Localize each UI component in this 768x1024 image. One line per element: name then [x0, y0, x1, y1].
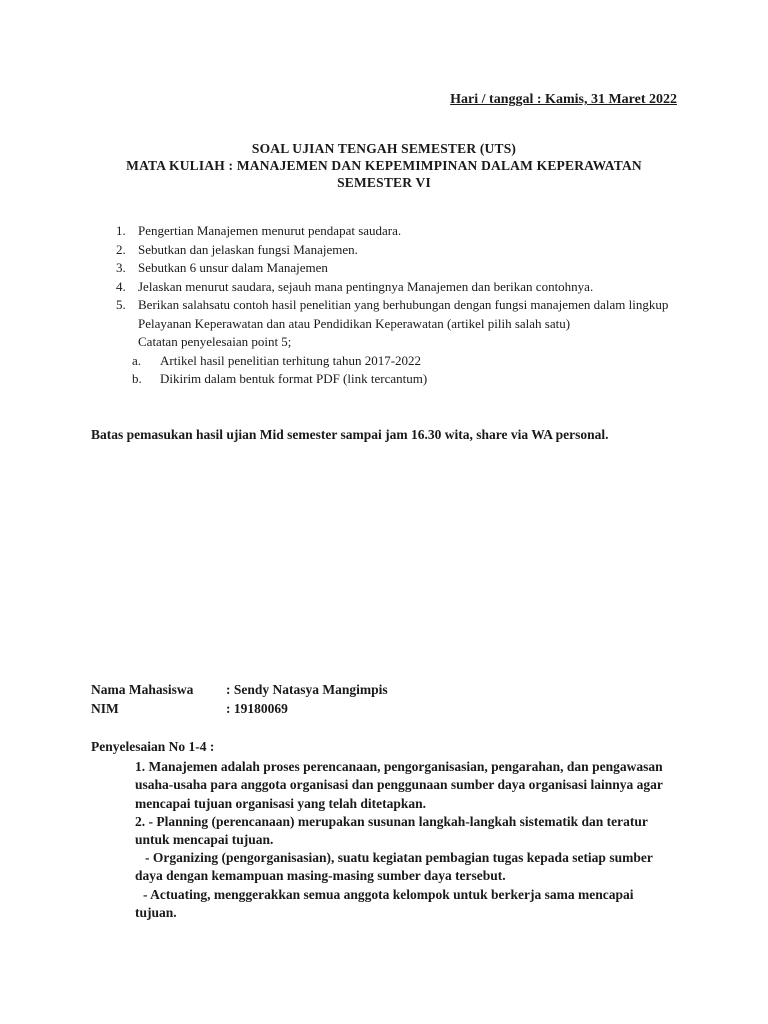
answer-paragraph: 1. Manajemen adalah proses perencanaan, pengorganisasian, pengarahan, dan pengawasan usaha-usaha para anggota organisasi dan penggunaan sumber daya organisasi lainnya agar mencapai tujuan organisasi yang telah ditetapkan.	[135, 759, 663, 811]
sub-text: Artikel hasil penelitian terhitung tahun 2017-2022	[160, 352, 422, 368]
question-number: 4.	[116, 278, 126, 294]
sub-item	[132, 352, 700, 371]
answer-paragraph: 2. - Planning (perencanaan) merupakan susunan langkah-langkah sistematik dan teratur untuk mencapai tujuan.	[135, 813, 648, 848]
question-item	[110, 241, 700, 260]
question-item	[110, 259, 700, 278]
student-info	[91, 680, 388, 718]
student-nim-value: : 19180069	[226, 701, 288, 716]
exam-title-block	[100, 140, 668, 191]
question-text: Sebutkan dan jelaskan fungsi Manajemen.	[138, 241, 358, 257]
semester-title: SEMESTER VI	[337, 175, 431, 190]
question-list	[110, 222, 700, 389]
question-item	[110, 278, 700, 297]
course-title: MATA KULIAH : MANAJEMEN DAN KEPEMIMPINAN DALAM KEPERAWATAN	[126, 158, 642, 173]
student-nim-label: NIM	[91, 701, 119, 716]
question-text: Jelaskan menurut saudara, sejauh mana pentingnya Manajemen dan berikan contohnya.	[138, 278, 594, 294]
student-name-value: : Sendy Natasya Mangimpis	[226, 682, 388, 697]
question-number: 5.	[116, 297, 126, 312]
sub-item	[132, 370, 700, 389]
question-number: 3.	[116, 260, 126, 275]
question-number: 2.	[116, 241, 126, 257]
exam-date: Hari / tanggal : Kamis, 31 Maret 2022	[450, 92, 677, 107]
answer-block	[91, 758, 671, 922]
submission-deadline: Batas pemasukan hasil ujian Mid semester sampai jam 16.30 wita, share via WA personal.	[91, 427, 609, 442]
sub-text: Dikirim dalam bentuk format PDF (link tercantum)	[160, 371, 428, 386]
question-number: 1.	[116, 223, 126, 238]
answer-paragraph: - Actuating, menggerakkan semua anggota kelompok untuk berkerja sama mencapai tujuan.	[135, 886, 634, 920]
answer-paragraph: - Organizing (pengorganisasian), suatu kegiatan pembagian tugas kepada setiap sumber daya dengan kemampuan masing-masing sumber daya tersebut.	[135, 850, 653, 884]
question-text: Pengertian Manajemen menurut pendapat saudara.	[138, 223, 402, 238]
question-item	[110, 296, 700, 333]
sub-list	[132, 352, 700, 389]
student-name-label: Nama Mahasiswa	[91, 682, 194, 697]
student-name-row	[91, 680, 388, 699]
sub-letter: b.	[132, 371, 142, 386]
answers-section	[91, 738, 671, 922]
exam-title: SOAL UJIAN TENGAH SEMESTER (UTS)	[251, 141, 517, 156]
answers-heading: Penyelesaian No 1-4 :	[91, 739, 215, 754]
completion-note: Catatan penyelesaian point 5;	[138, 334, 292, 349]
sub-letter: a.	[132, 352, 142, 368]
question-item	[110, 222, 700, 241]
question-text: Sebutkan 6 unsur dalam Manajemen	[138, 260, 328, 275]
student-nim-row	[91, 699, 388, 718]
question-text: Berikan salahsatu contoh hasil penelitian yang berhubungan dengan fungsi manajemen dalam lingkup Pelayanan Keperawatan dan atau Pendidikan Keperawatan (artikel pilih salah satu)	[138, 297, 669, 331]
